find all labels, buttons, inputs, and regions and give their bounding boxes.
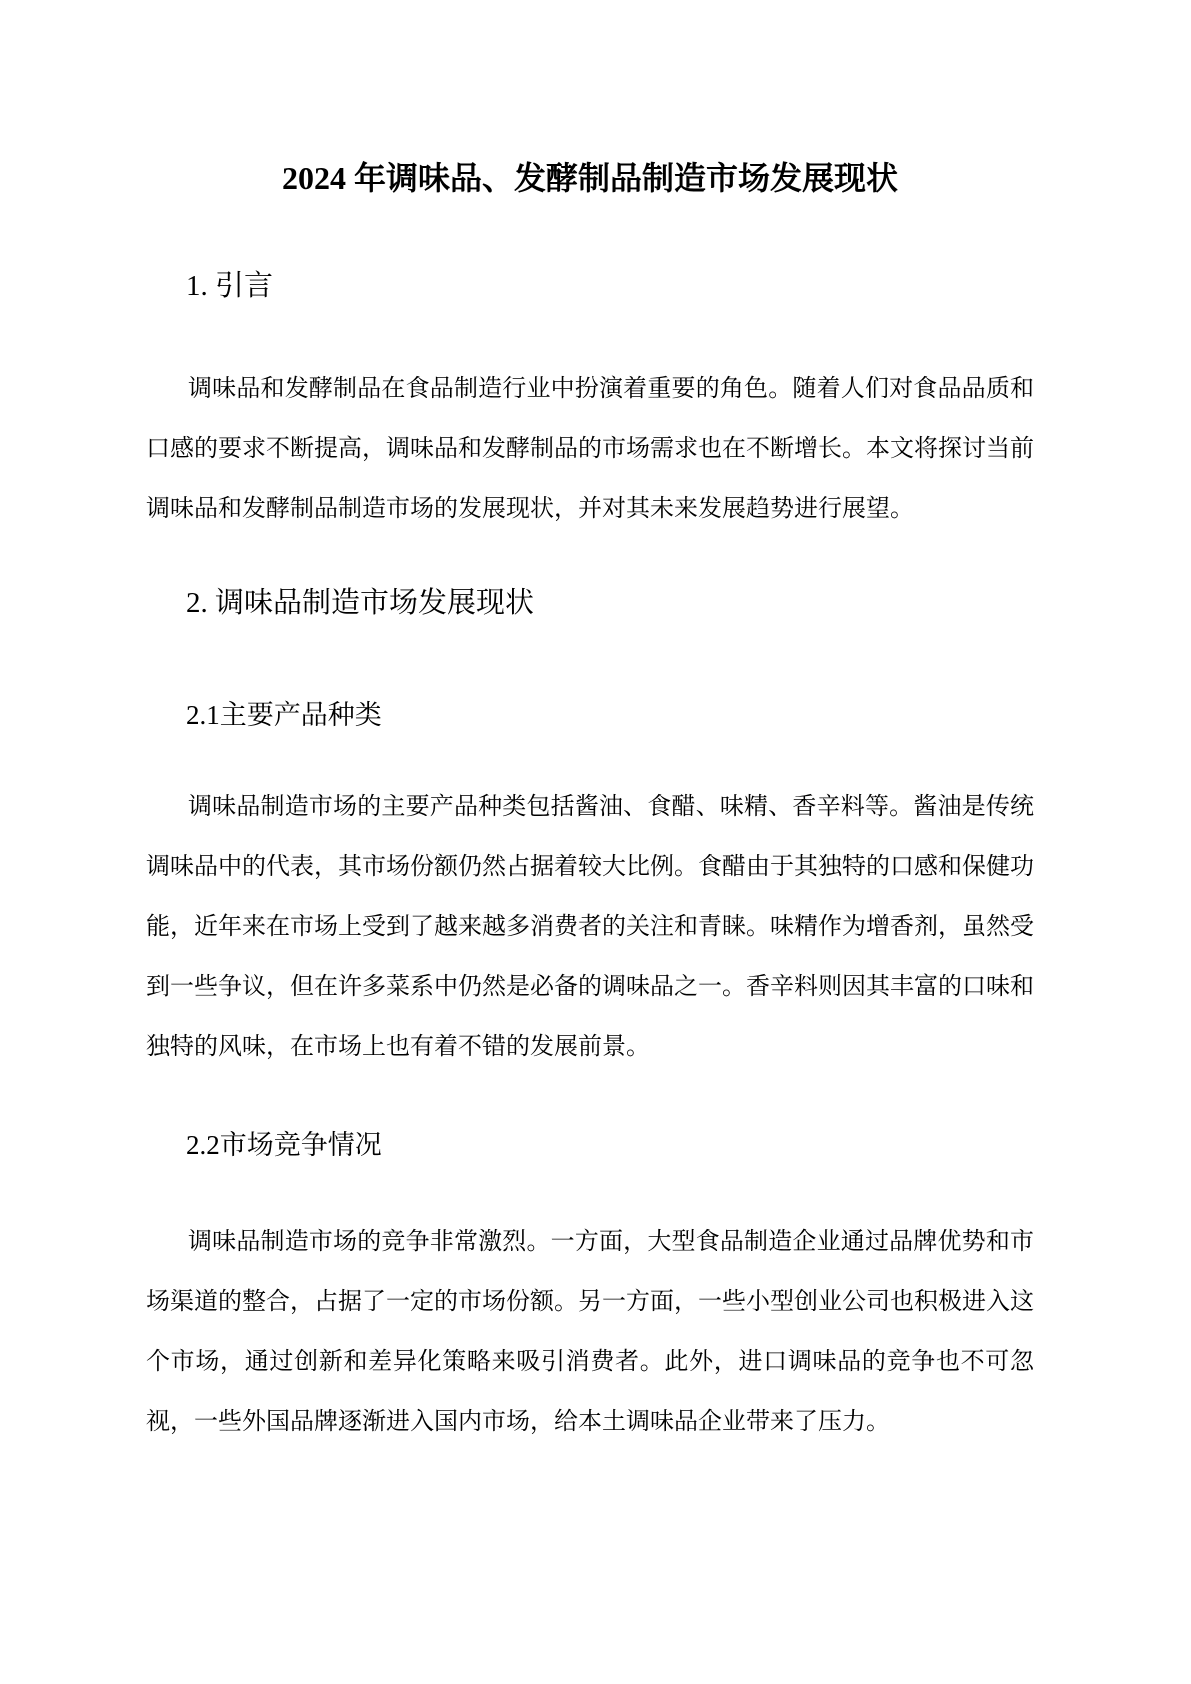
document-title: 2024 年调味品、发酵制品制造市场发展现状: [281, 160, 898, 196]
section-2-1-paragraph: 调味品制造市场的主要产品种类包括酱油、食醋、味精、香辛料等。酱油是传统调味品中的代表，其市场份额仍然占据着较大比例。食醋由于其独特的口感和保健功能，近年来在市场上受到了越来越多消费者的关注和青睐。味精作为增香剂，虽然受到一些争议，但在许多菜系中仍然是必备的调味品之一。香辛料则因其丰富的口味和独特的风味，在市场上也有着不错的发展前景。: [146, 794, 1034, 1060]
section-2-1-heading: 2.1主要产品种类: [186, 700, 382, 730]
section-2-2-paragraph: 调味品制造市场的竞争非常激烈。一方面，大型食品制造企业通过品牌优势和市场渠道的整合，占据了一定的市场份额。另一方面，一些小型创业公司也积极进入这个市场，通过创新和差异化策略来吸引消费者。此外，进口调味品的竞争也不可忽视，一些外国品牌逐渐进入国内市场，给本土调味品企业带来了压力。: [146, 1229, 1034, 1435]
section-1-paragraph: 调味品和发酵制品在食品制造行业中扮演着重要的角色。随着人们对食品品质和口感的要求不断提高，调味品和发酵制品的市场需求也在不断增长。本文将探讨当前调味品和发酵制品制造市场的发展现状，并对其未来发展趋势进行展望。: [146, 376, 1034, 522]
section-2-heading: 2. 调味品制造市场发展现状: [186, 587, 535, 619]
section-1-heading: 1. 引言: [186, 270, 274, 302]
section-2-2-heading: 2.2市场竞争情况: [186, 1130, 382, 1160]
